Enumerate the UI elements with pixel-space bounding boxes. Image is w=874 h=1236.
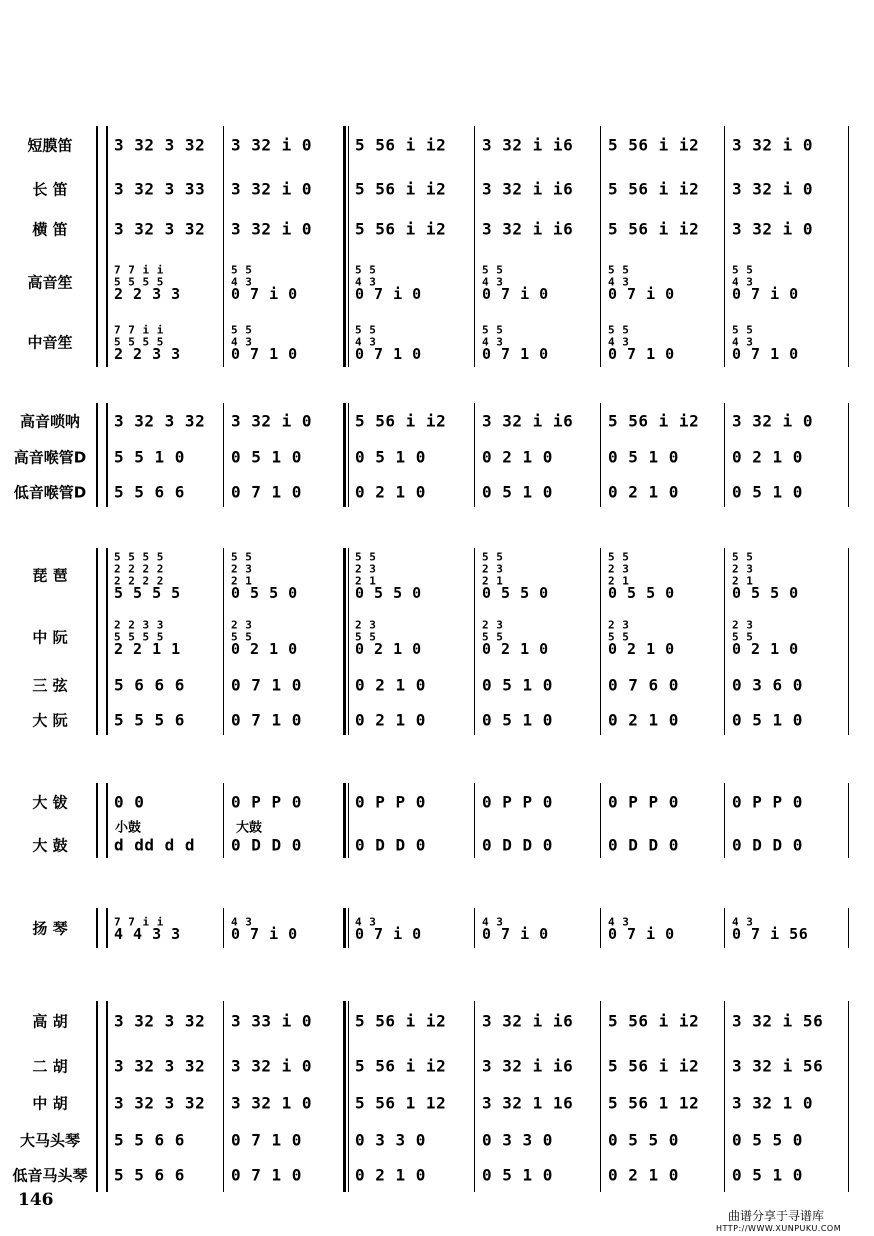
measure-notation: 3 32 i 0 <box>732 135 814 155</box>
instrument-label: 中音笙 <box>27 333 73 352</box>
measure-notation-line: 0 7 i 0 <box>482 285 549 303</box>
measure-notation: 5 56 1 12 <box>355 1093 447 1113</box>
measure-notation: 3 32 3 32 <box>114 411 206 431</box>
measure-notation-line: 5 5 <box>482 323 504 337</box>
barline <box>848 548 849 735</box>
barline <box>106 908 108 948</box>
measure-notation: 5 56 i i2 <box>608 1011 700 1031</box>
barline <box>343 403 346 507</box>
measure-notation-line: 0 2 1 0 <box>482 640 549 658</box>
measure-notation: 5 5 1 0 <box>114 447 185 467</box>
measure-notation-line: 5 5 <box>231 630 253 644</box>
barline <box>106 126 108 367</box>
measure-notation-line: 0 7 i 0 <box>732 285 799 303</box>
measure-notation-line: 0 7 i 0 <box>231 925 298 943</box>
double-barline <box>348 783 349 858</box>
measure-notation-line: 0 7 i 0 <box>231 285 298 303</box>
measure-notation-line: 2 3 <box>732 618 754 632</box>
measure-notation-line: 2 3 <box>482 618 504 632</box>
instrument-label: 中 胡 <box>32 1094 68 1113</box>
measure-notation: 0 2 1 0 <box>482 447 553 467</box>
measure-notation: 5 56 1 12 <box>608 1093 700 1113</box>
instrument-label: 三 弦 <box>32 676 68 695</box>
barline <box>600 548 601 735</box>
measure-notation: 3 32 i i6 <box>482 1011 574 1031</box>
measure-notation: 0 7 1 0 <box>231 1165 302 1185</box>
measure-notation-line: 7 7 i i <box>114 915 164 929</box>
measure-notation-line: 4 3 <box>482 275 504 289</box>
barline <box>600 403 601 507</box>
measure-notation: 0 5 1 0 <box>482 675 553 695</box>
measure-notation: 0 5 1 0 <box>231 447 302 467</box>
page-number: 146 <box>18 1190 54 1210</box>
measure-notation-line: 0 7 1 0 <box>608 345 675 363</box>
measure-notation: 5 5 6 6 <box>114 1130 185 1150</box>
measure-notation: 3 32 i 0 <box>231 411 313 431</box>
measure-notation: 0 P P 0 <box>482 792 553 812</box>
measure-notation-line: 5 5 <box>355 550 377 564</box>
measure-notation: 0 2 1 0 <box>355 482 426 502</box>
measure-notation-line: 0 7 i 0 <box>608 285 675 303</box>
barline <box>106 403 108 507</box>
measure-notation-line: 5 5 5 5 <box>114 584 181 602</box>
measure-notation: 3 32 i 56 <box>732 1011 824 1031</box>
measure-notation-line: 2 3 <box>732 562 754 576</box>
barline <box>474 548 475 735</box>
measure-notation: 0 7 1 0 <box>231 482 302 502</box>
measure-notation: 0 3 3 0 <box>482 1130 553 1150</box>
measure-notation-line: 2 2 2 2 <box>114 562 164 576</box>
measure-notation: 3 32 3 33 <box>114 179 206 199</box>
measure-notation: 5 56 i i2 <box>608 219 700 239</box>
instrument-label: 短膜笛 <box>27 136 73 155</box>
measure-notation-line: 2 1 <box>231 574 253 588</box>
measure-notation: 0 5 1 0 <box>482 482 553 502</box>
measure-notation-line: 5 5 <box>482 263 504 277</box>
measure-notation: 0 5 1 0 <box>482 1165 553 1185</box>
barline <box>223 908 224 948</box>
measure-notation-line: 0 7 1 0 <box>355 345 422 363</box>
barline <box>600 126 601 367</box>
measure-notation: 0 5 1 0 <box>608 447 679 467</box>
measure-notation: 0 D D 0 <box>355 835 426 855</box>
measure-notation-line: 0 5 5 0 <box>482 584 549 602</box>
instrument-label: 扬 琴 <box>32 919 68 938</box>
measure-notation: 0 D D 0 <box>482 835 553 855</box>
measure-notation: 3 32 3 32 <box>114 1093 206 1113</box>
measure-notation-line: 5 5 <box>732 630 754 644</box>
measure-notation-line: 5 5 <box>608 630 630 644</box>
measure-notation-line: 5 5 <box>608 263 630 277</box>
measure-notation: 0 2 1 0 <box>732 447 803 467</box>
barline <box>724 548 725 735</box>
instrument-label: 低音马头琴 <box>12 1166 88 1185</box>
measure-notation: 5 56 i i2 <box>355 219 447 239</box>
barline <box>474 126 475 367</box>
measure-notation: 0 5 1 0 <box>732 710 803 730</box>
measure-notation-line: 4 3 <box>355 335 377 349</box>
measure-notation-line: 0 2 1 0 <box>231 640 298 658</box>
measure-notation: 0 7 1 0 <box>231 710 302 730</box>
measure-notation-line: 4 3 <box>482 335 504 349</box>
instrument-label: 高音笙 <box>27 273 73 292</box>
measure-notation-line: 0 2 1 0 <box>355 640 422 658</box>
measure-notation-line: 2 2 3 3 <box>114 345 181 363</box>
instrument-label: 大马头琴 <box>19 1131 80 1150</box>
measure-notation-line: 2 1 <box>608 574 630 588</box>
measure-notation: 0 0 <box>114 792 145 812</box>
measure-notation-line: 0 5 5 0 <box>231 584 298 602</box>
measure-notation-line: 2 3 <box>355 562 377 576</box>
instrument-label: 高 胡 <box>32 1012 68 1031</box>
watermark-text: 曲谱分享于寻谱库 <box>728 1209 825 1223</box>
measure-notation-line: 4 3 <box>355 275 377 289</box>
measure-notation-line: 2 1 <box>732 574 754 588</box>
measure-notation-line: 0 7 i 56 <box>732 925 809 943</box>
measure-notation: 3 32 1 0 <box>231 1093 313 1113</box>
measure-notation-line: 0 7 1 0 <box>732 345 799 363</box>
measure-notation: 3 32 3 32 <box>114 1011 206 1031</box>
measure-notation-line: 5 5 <box>482 550 504 564</box>
instrument-label: 大 阮 <box>32 711 68 730</box>
measure-notation: 5 56 i i2 <box>355 135 447 155</box>
measure-notation-line: 4 3 <box>231 275 253 289</box>
instrument-label: 大 鼓 <box>32 836 68 855</box>
measure-notation-line: 2 2 3 3 <box>114 285 181 303</box>
measure-notation: 0 7 1 0 <box>231 1130 302 1150</box>
measure-notation-line: 0 5 5 0 <box>608 584 675 602</box>
measure-notation-line: 4 3 <box>482 915 504 929</box>
measure-notation: 5 5 6 6 <box>114 482 185 502</box>
barline <box>343 548 346 735</box>
measure-notation-line: 4 3 <box>608 275 630 289</box>
measure-notation: 3 32 3 32 <box>114 1056 206 1076</box>
measure-notation: 5 56 i i2 <box>608 135 700 155</box>
instrument-label: 二 胡 <box>32 1057 68 1076</box>
measure-notation: 3 32 i 0 <box>732 219 814 239</box>
double-barline <box>348 908 349 948</box>
barline <box>848 908 849 948</box>
measure-notation: 3 32 i 0 <box>231 219 313 239</box>
measure-notation: 3 32 1 0 <box>732 1093 814 1113</box>
barline <box>343 126 346 367</box>
measure-notation-line: 4 3 <box>732 275 754 289</box>
measure-notation-line: 4 3 <box>608 335 630 349</box>
measure-notation: 3 32 i 0 <box>231 179 313 199</box>
barline <box>848 126 849 367</box>
measure-notation: 3 32 i 0 <box>231 1056 313 1076</box>
barline <box>600 1001 601 1192</box>
measure-notation: 3 32 i 0 <box>732 179 814 199</box>
measure-notation: 3 32 i 56 <box>732 1056 824 1076</box>
measure-notation-line: 2 3 <box>355 618 377 632</box>
measure-notation-line: 4 4 3 3 <box>114 925 181 943</box>
barline <box>106 783 108 858</box>
measure-notation-line: 0 7 i 0 <box>482 925 549 943</box>
measure-notation-line: 2 1 <box>355 574 377 588</box>
measure-notation: 0 5 1 0 <box>355 447 426 467</box>
measure-notation-line: 0 7 i 0 <box>355 285 422 303</box>
measure-notation: 5 5 5 6 <box>114 710 185 730</box>
barline <box>474 908 475 948</box>
measure-notation-line: 5 5 <box>355 630 377 644</box>
measure-notation: 0 5 5 0 <box>608 1130 679 1150</box>
measure-notation-line: 2 3 <box>231 618 253 632</box>
measure-notation-line: 2 3 <box>608 618 630 632</box>
measure-notation-line: 4 3 <box>732 915 754 929</box>
measure-notation-line: 0 7 1 0 <box>482 345 549 363</box>
measure-notation-line: 4 3 <box>732 335 754 349</box>
measure-notation-line: 2 3 <box>608 562 630 576</box>
measure-notation: 0 P P 0 <box>608 792 679 812</box>
measure-notation: 3 32 3 32 <box>114 219 206 239</box>
measure-notation-line: 2 2 3 3 <box>114 618 164 632</box>
measure-notation: 3 33 i 0 <box>231 1011 313 1031</box>
barline <box>600 783 601 858</box>
measure-notation-line: 0 7 i 0 <box>608 925 675 943</box>
measure-notation-line: 0 5 5 0 <box>732 584 799 602</box>
instrument-label: 高音唢呐 <box>19 412 80 431</box>
snare-drum-label: 小鼓 <box>115 820 142 836</box>
measure-notation-line: 5 5 <box>231 323 253 337</box>
measure-notation: 0 P P 0 <box>231 792 302 812</box>
measure-notation: 5 56 i i2 <box>355 1056 447 1076</box>
barline <box>474 1001 475 1192</box>
barline <box>223 548 224 735</box>
measure-notation: 0 5 1 0 <box>482 710 553 730</box>
measure-notation: 3 32 i i6 <box>482 219 574 239</box>
barline <box>223 126 224 367</box>
measure-notation-line: 0 2 1 0 <box>608 640 675 658</box>
measure-notation-line: 4 3 <box>608 915 630 929</box>
barline <box>724 908 725 948</box>
measure-notation-line: 5 5 <box>732 323 754 337</box>
measure-notation: 0 5 1 0 <box>732 1165 803 1185</box>
measure-notation: 0 D D 0 <box>732 835 803 855</box>
barline <box>343 783 346 858</box>
barline <box>106 548 108 735</box>
measure-notation-line: 2 1 <box>482 574 504 588</box>
barline <box>848 403 849 507</box>
measure-notation: 5 5 6 6 <box>114 1165 185 1185</box>
measure-notation-line: 5 5 <box>231 550 253 564</box>
measure-notation: 5 56 i i2 <box>608 411 700 431</box>
barline <box>600 908 601 948</box>
measure-notation: 0 3 3 0 <box>355 1130 426 1150</box>
measure-notation-line: 0 5 5 0 <box>355 584 422 602</box>
measure-notation-line: 5 5 5 5 <box>114 335 164 349</box>
barline <box>223 1001 224 1192</box>
measure-notation: 0 5 1 0 <box>732 482 803 502</box>
measure-notation: 0 2 1 0 <box>355 710 426 730</box>
measure-notation-line: 2 3 <box>482 562 504 576</box>
measure-notation: 0 2 1 0 <box>608 710 679 730</box>
measure-notation: 5 56 i i2 <box>355 179 447 199</box>
measure-notation-line: 4 3 <box>355 915 377 929</box>
instrument-label: 长 笛 <box>32 180 68 199</box>
barline <box>848 1001 849 1192</box>
bass-drum-label: 大鼓 <box>236 820 263 836</box>
measure-notation: 5 56 i i2 <box>608 1056 700 1076</box>
measure-notation-line: 0 7 1 0 <box>231 345 298 363</box>
measure-notation-line: 7 7 i i <box>114 323 164 337</box>
measure-notation: 0 7 6 0 <box>608 675 679 695</box>
watermark-url: HTTP://WWW.XUNPUKU.COM <box>716 1224 842 1233</box>
measure-notation-line: 5 5 <box>608 323 630 337</box>
instrument-label: 琵 琶 <box>32 566 68 585</box>
measure-notation: 5 56 i i2 <box>608 179 700 199</box>
measure-notation-line: 5 5 <box>355 323 377 337</box>
measure-notation: 0 D D 0 <box>231 835 302 855</box>
measure-notation: 3 32 i 0 <box>732 411 814 431</box>
instrument-label: 高音喉管D <box>13 448 87 467</box>
barline <box>724 1001 725 1192</box>
measure-notation-line: 5 5 5 5 <box>114 630 164 644</box>
instrument-label: 大 钹 <box>32 793 68 812</box>
barline <box>724 126 725 367</box>
barline <box>474 403 475 507</box>
measure-notation: 0 3 6 0 <box>732 675 803 695</box>
measure-notation: 3 32 3 32 <box>114 135 206 155</box>
measure-notation-line: 0 2 1 0 <box>732 640 799 658</box>
measure-notation: 5 6 6 6 <box>114 675 185 695</box>
measure-notation: 3 32 1 16 <box>482 1093 574 1113</box>
barline <box>724 783 725 858</box>
measure-notation: 3 32 i 0 <box>231 135 313 155</box>
measure-notation: 3 32 i i6 <box>482 179 574 199</box>
measure-notation-line: 7 7 i i <box>114 263 164 277</box>
measure-notation-line: 0 7 i 0 <box>355 925 422 943</box>
measure-notation-line: 5 5 <box>231 263 253 277</box>
barline <box>223 783 224 858</box>
measure-notation: 5 56 i i2 <box>355 411 447 431</box>
barline <box>343 908 346 948</box>
double-barline <box>348 548 349 735</box>
measure-notation: 0 P P 0 <box>355 792 426 812</box>
instrument-label: 中 阮 <box>32 628 68 647</box>
double-barline <box>348 126 349 367</box>
measure-notation-line: 5 5 <box>732 550 754 564</box>
measure-notation-line: 5 5 <box>608 550 630 564</box>
measure-notation-line: 4 3 <box>231 915 253 929</box>
measure-notation-line: 2 2 1 1 <box>114 640 181 658</box>
measure-notation: 0 2 1 0 <box>608 482 679 502</box>
measure-notation: 3 32 i i6 <box>482 135 574 155</box>
measure-notation-line: 5 5 5 5 <box>114 550 164 564</box>
barline <box>106 1001 108 1192</box>
measure-notation-line: 4 3 <box>231 335 253 349</box>
barline <box>474 783 475 858</box>
measure-notation: 0 2 1 0 <box>355 675 426 695</box>
measure-notation: d dd d d <box>114 835 196 855</box>
measure-notation: 0 7 1 0 <box>231 675 302 695</box>
barline <box>848 783 849 858</box>
measure-notation: 0 5 5 0 <box>732 1130 803 1150</box>
barline <box>343 1001 346 1192</box>
barline <box>724 403 725 507</box>
measure-notation-line: 5 5 5 5 <box>114 275 164 289</box>
double-barline <box>348 1001 349 1192</box>
measure-notation: 0 2 1 0 <box>355 1165 426 1185</box>
measure-notation: 5 56 i i2 <box>355 1011 447 1031</box>
double-barline <box>348 403 349 507</box>
measure-notation-line: 5 5 <box>355 263 377 277</box>
instrument-label: 低音喉管D <box>13 483 87 502</box>
measure-notation: 0 2 1 0 <box>608 1165 679 1185</box>
measure-notation-line: 2 2 2 2 <box>114 574 164 588</box>
measure-notation: 0 D D 0 <box>608 835 679 855</box>
measure-notation: 0 P P 0 <box>732 792 803 812</box>
measure-notation: 3 32 i i6 <box>482 411 574 431</box>
measure-notation-line: 5 5 <box>482 630 504 644</box>
measure-notation-line: 5 5 <box>732 263 754 277</box>
barline <box>223 403 224 507</box>
instrument-label: 横 笛 <box>32 220 68 239</box>
measure-notation: 3 32 i i6 <box>482 1056 574 1076</box>
measure-notation-line: 2 3 <box>231 562 253 576</box>
